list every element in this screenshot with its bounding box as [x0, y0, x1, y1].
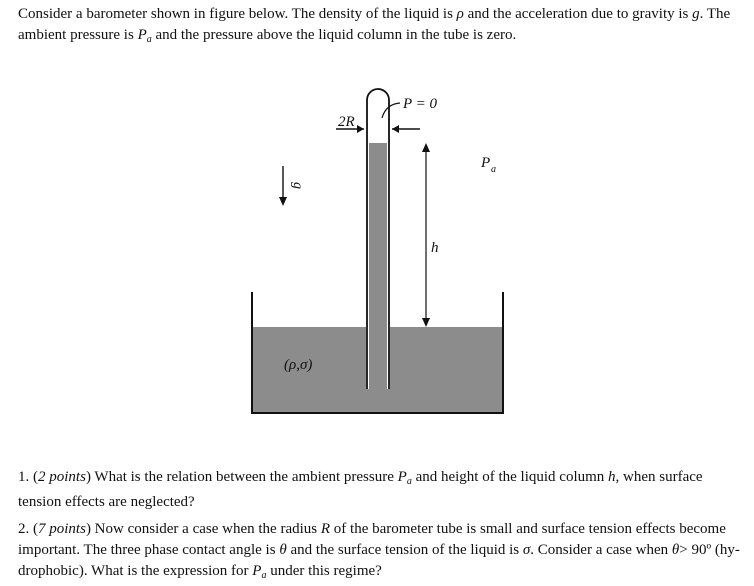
intro-text-4: and the pressure above the liquid column in the tube is zero.	[151, 27, 517, 43]
q1-number: 1. (	[18, 469, 38, 485]
pa-label: P	[481, 155, 491, 171]
2r-arrowhead-right	[392, 125, 399, 133]
q2-points: 7 points	[38, 521, 86, 537]
intro-text-2: and the acceleration due to gravity is	[463, 6, 693, 22]
q1-text-1: ) What is the relation between the ambient pressure	[85, 469, 398, 485]
2r-label: 2R	[338, 114, 355, 130]
q1-h-symbol: h	[608, 469, 616, 485]
q1-pa-subscript: a	[406, 476, 412, 487]
pa-symbol: P	[137, 27, 147, 43]
g-symbol: g	[692, 6, 700, 22]
2r-arrowhead-left	[357, 125, 364, 133]
q2-pa-symbol: P	[252, 563, 262, 579]
q1-pa-symbol: P	[397, 469, 407, 485]
q2-sigma-symbol: σ	[522, 542, 531, 558]
question-2	[18, 519, 740, 586]
q2-number: 2. (	[18, 521, 38, 537]
intro-text-3: . The ambient pressure is	[18, 6, 731, 43]
q2-pa-subscript: a	[261, 570, 267, 581]
p0-label: P = 0	[403, 96, 438, 112]
q2-theta-symbol: θ	[279, 542, 287, 558]
question-1	[18, 467, 740, 513]
pa-label-subscript: a	[491, 164, 496, 175]
gravity-label: g	[290, 182, 305, 189]
tube-liquid-column	[369, 143, 387, 328]
q1-text-3: , when surface tension effects are neglected?	[18, 469, 703, 510]
q2-theta-symbol-2: θ	[671, 542, 680, 558]
gravity-arrowhead	[279, 197, 287, 206]
h-arrowhead-top	[422, 143, 430, 152]
q2-text-4: . Consider a case when	[530, 542, 672, 558]
q2-text-6: under this regime?	[266, 563, 382, 579]
q1-text-2: and height of the liquid column	[411, 469, 609, 485]
q2-text-5: > 90º (hy-drophobic). What is the expression for	[18, 542, 740, 579]
liquid-properties-label: (ρ,σ)	[284, 357, 313, 373]
q1-points: 2 points	[38, 469, 86, 485]
rho-symbol: ρ	[456, 6, 464, 22]
q2-text-2: of the barometer tube is small and surface tension effects become important. The three phase contact angle is	[18, 521, 726, 558]
q2-r-symbol: R	[320, 521, 331, 537]
p0-leader-line	[382, 103, 400, 118]
h-label: h	[431, 240, 439, 256]
intro-text-1: Consider a barometer shown in figure below. The density of the liquid is	[18, 6, 457, 22]
q2-text-3: and the surface tension of the liquid is	[286, 542, 523, 558]
h-arrowhead-bottom	[422, 318, 430, 327]
pa-subscript: a	[146, 34, 152, 45]
q2-text-1: ) Now consider a case when the radius	[85, 521, 321, 537]
